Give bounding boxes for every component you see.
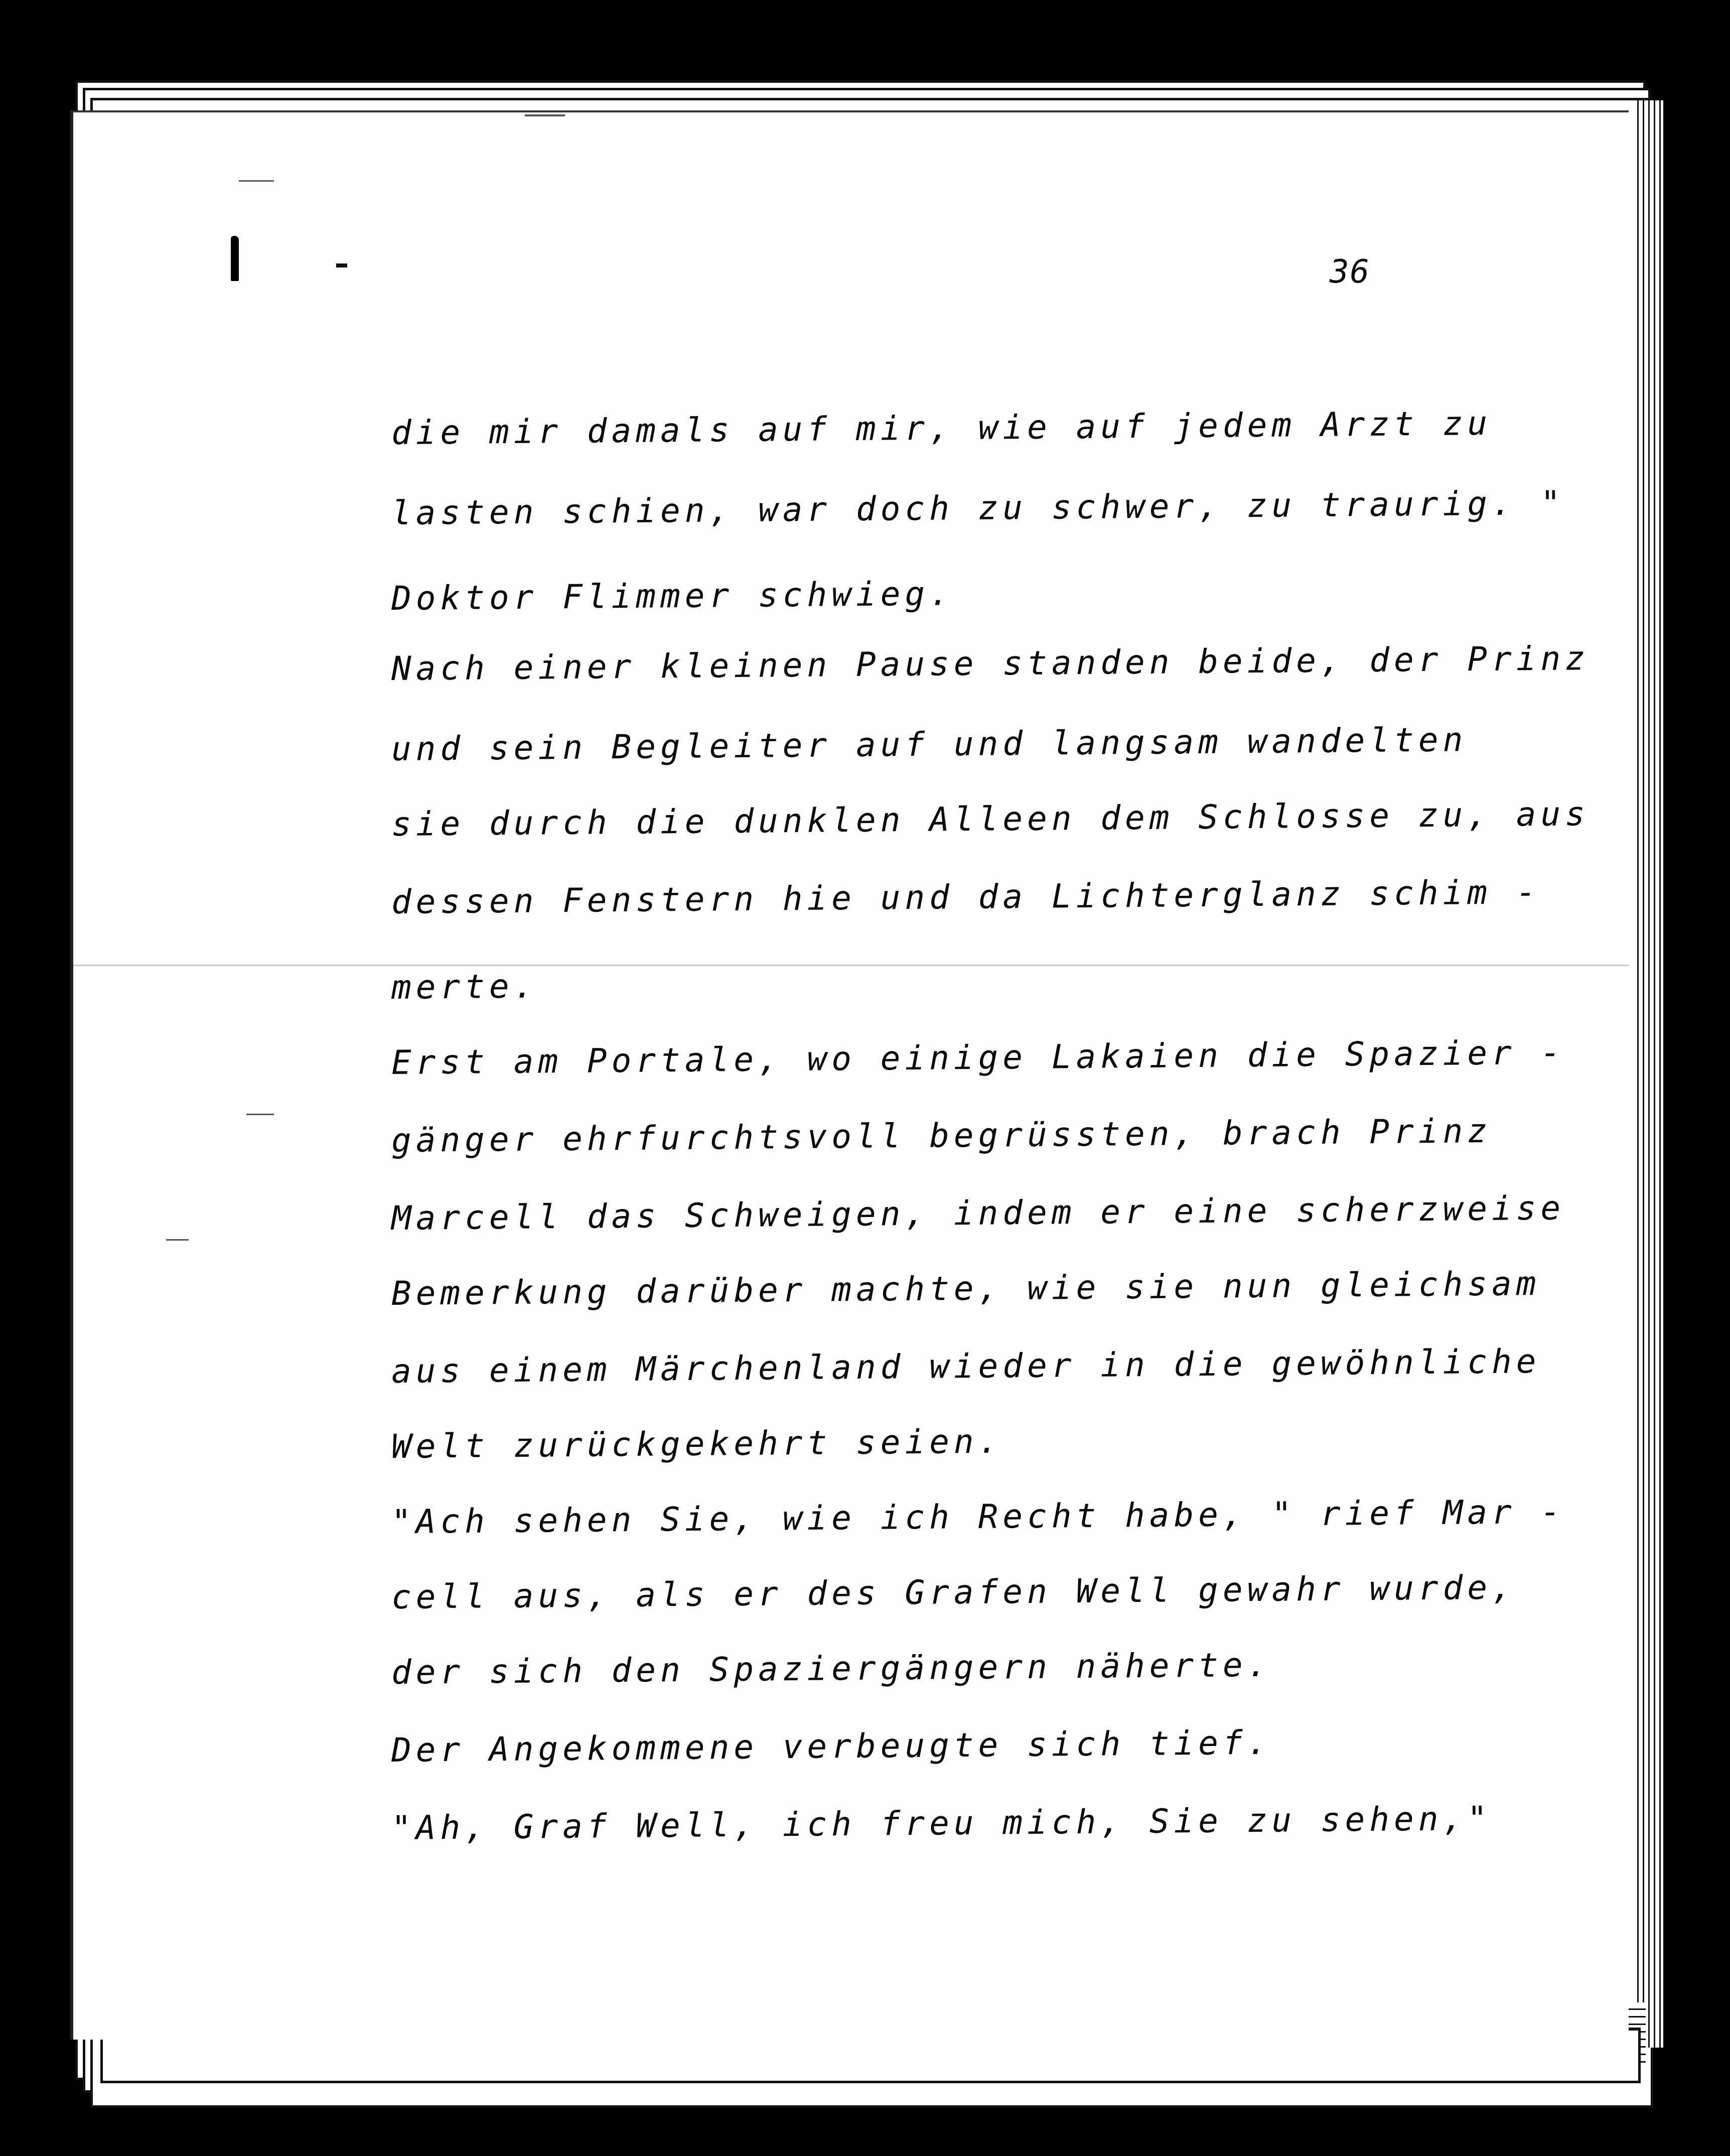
text-line: Bemerkung darüber machte, wie sie nun gleichsam [391, 1264, 1541, 1313]
text-line: Doktor Flimmer schwieg. [391, 574, 954, 618]
text-line: gänger ehrfurchtsvoll begrüssten, brach Prinz [391, 1111, 1492, 1160]
text-line: Welt zurückgekehrt seien. [391, 1422, 1003, 1466]
text-line: Marcell das Schweigen, indem er eine scherzweise [391, 1188, 1565, 1238]
fold-line [73, 965, 1629, 966]
text-line: lasten schien, war doch zu schwer, zu traurig. " [391, 483, 1565, 532]
text-line: merte. [391, 967, 538, 1007]
text-line: Nach einer kleinen Pause standen beide, der Prinz [391, 639, 1590, 688]
handwritten-dash [336, 263, 347, 267]
text-line: "Ach sehen Sie, wie ich Recht habe, " rief Mar - [391, 1492, 1565, 1541]
margin-mark [525, 114, 565, 116]
text-line: cell aus, als er des Grafen Well gewahr wurde, [391, 1568, 1517, 1616]
margin-mark [246, 1114, 274, 1115]
text-line: und sein Begleiter auf und langsam wandelten [391, 720, 1468, 768]
text-line: der sich den Spaziergängern näherte. [391, 1645, 1272, 1692]
margin-mark [166, 1239, 189, 1241]
text-line: "Ah, Graf Well, ich freu mich, Sie zu sehen," [391, 1799, 1492, 1847]
stacked-page-edges-right [1633, 100, 1663, 2048]
text-line: sie durch die dunklen Alleen dem Schlosse zu, aus [391, 794, 1590, 844]
text-line: die mir damals auf mir, wie auf jedem Arzt zu [391, 403, 1492, 452]
page-number: 36 [1330, 253, 1371, 291]
text-line: dessen Fenstern hie und da Lichterglanz schim - [391, 873, 1541, 921]
text-line: Der Angekommene verbeugte sich tief. [391, 1723, 1272, 1770]
margin-mark [239, 180, 274, 182]
text-line: aus einem Märchenland wieder in die gewöhnliche [391, 1342, 1541, 1391]
text-line: Erst am Portale, wo einige Lakaien die Spazier - [391, 1033, 1565, 1082]
handwritten-mark [231, 236, 239, 281]
